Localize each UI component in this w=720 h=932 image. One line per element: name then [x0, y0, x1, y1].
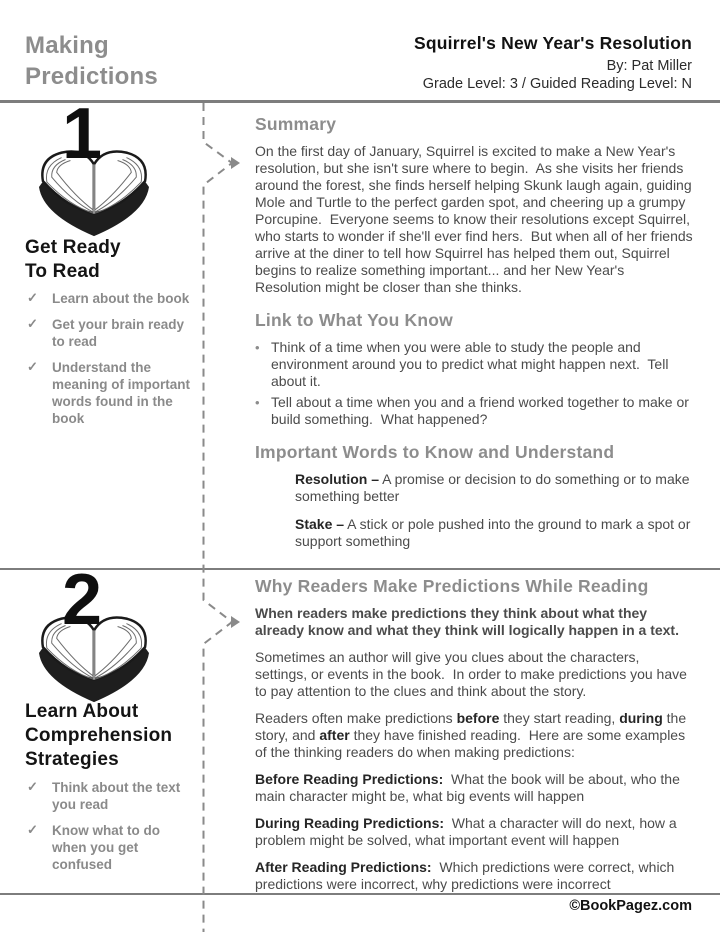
dashed-divider-line [193, 103, 249, 932]
checklist-item: ✓ Understand the meaning of important words found in the book [27, 359, 190, 426]
checklist-item: ✓ Learn about the book [27, 290, 190, 306]
section-divider [0, 568, 720, 570]
copyright-credit: ©BookPagez.com [569, 898, 692, 914]
bullet-item: • Tell about a time when you and a friend worked together to make or build something. What happened? [255, 394, 693, 427]
after-reading-paragraph: After Reading Predictions: Which predictions were correct, which predictions were incorrect, why predictions were incorrect [255, 859, 679, 892]
checklist-item: ✓ Think about the text you read [27, 779, 181, 812]
step-2-book-icon-block [28, 560, 160, 708]
clues-paragraph: Sometimes an author will give you clues about the characters, settings, or events in the book. In order to make predictions you have to pay attention to the clues and think about the story. [255, 649, 691, 699]
when-predictions-paragraph: Readers often make predictions before they start reading, during the story, and after they have finished reading. Here are some examples of the thinking readers do when making predictions: [255, 710, 690, 760]
checklist-item: ✓ Know what to do when you get confused [27, 822, 160, 872]
step-number: 2 [62, 560, 100, 640]
predictions-intro: When readers make predictions they think about what they already know and what they think will logically happen in a text. [255, 605, 679, 638]
step-1-title: Get Ready To Read [25, 237, 121, 282]
definition-stake: Stake – A stick or pole pushed into the ground to mark a spot or support something [295, 516, 695, 549]
step-number: 1 [62, 94, 100, 174]
link-bullets [255, 339, 693, 428]
step-1-checklist [27, 290, 199, 436]
checkmark-icon: ✓ [27, 316, 38, 331]
checklist-item: ✓ Get your brain ready to read [27, 316, 185, 349]
link-heading: Link to What You Know [255, 310, 453, 330]
bullet-icon: • [255, 395, 260, 410]
summary-heading: Summary [255, 114, 337, 134]
header-book-info [414, 33, 692, 92]
during-reading-paragraph: During Reading Predictions: What a character will do next, how a problem might be solved, what important event will happen [255, 815, 681, 848]
bullet-item: • Think of a time when you were able to study the people and environment around you to predict what might happen next. Tell about it. [255, 339, 673, 389]
step-1-book-icon-block [28, 94, 160, 242]
step-1-content [255, 114, 697, 561]
header-divider [0, 100, 720, 103]
grade-level: Grade Level: 3 / Guided Reading Level: N [422, 76, 692, 92]
checkmark-icon: ✓ [27, 290, 38, 305]
book-title: Squirrel's New Year's Resolution [414, 33, 692, 53]
book-author: By: Pat Miller [606, 58, 692, 74]
step-2-title: Learn About Comprehension Strategies [25, 701, 173, 770]
checkmark-icon: ✓ [27, 359, 38, 374]
step-2-content [255, 576, 693, 903]
worksheet-title: Making Predictions [25, 32, 158, 90]
why-predictions-heading: Why Readers Make Predictions While Reading [255, 576, 649, 596]
step-2-checklist [27, 779, 199, 882]
arrow-right-icon [231, 616, 240, 628]
arrow-right-icon [231, 157, 240, 169]
words-heading: Important Words to Know and Understand [255, 442, 615, 462]
checkmark-icon: ✓ [27, 822, 38, 837]
before-reading-paragraph: Before Reading Predictions: What the book will be about, who the main character might be, what big events will happen [255, 771, 684, 804]
vocabulary-definitions [295, 471, 693, 550]
bullet-icon: • [255, 340, 260, 355]
summary-text: On the first day of January, Squirrel is excited to make a New Year's resolution, but she isn't sure where to begin. As she visits her friends around the forest, she finds herself helping Skunk laugh again, guiding Mole and Turtle to the perfect garden spot, and cheering up a grumpy Porcupine. Everyone seems to know their resolutions except Squirrel, who starts to wonder if she'll ever find hers. But when all of her friends arrive at the diner to tell how Squirrel has helped them out, Squirrel begins to realize something important... and her New Year's Resolution might be closer than she thinks. [255, 143, 697, 295]
checkmark-icon: ✓ [27, 779, 38, 794]
definition-resolution: Resolution – A promise or decision to do something or to make something better [295, 471, 694, 504]
